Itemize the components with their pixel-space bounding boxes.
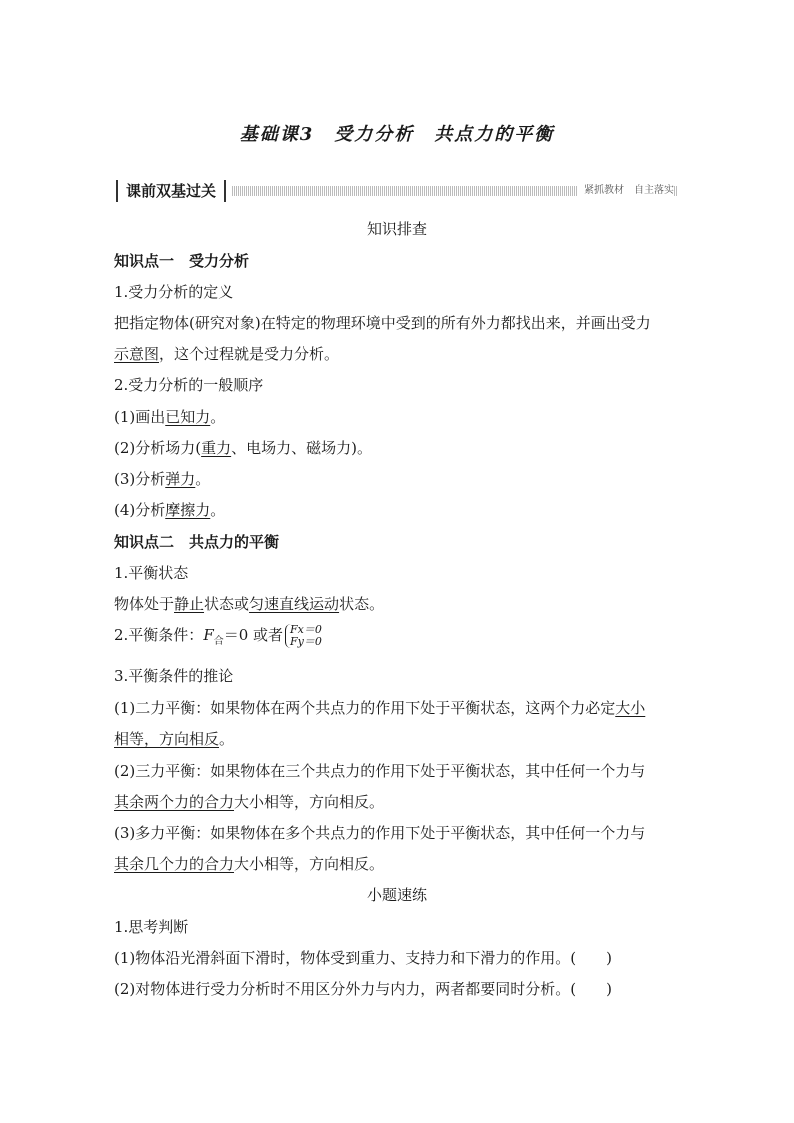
kp2-inference-2-line2: 其余两个力的合力大小相等，方向相反。: [114, 793, 385, 811]
practice-judge-1: (1)物体沿光滑斜面下滑时，物体受到重力、支持力和下滑力的作用。( ): [114, 949, 612, 967]
kp1-heading: 知识点一 受力分析: [114, 252, 250, 270]
kp2-state-title: 1.平衡状态: [114, 564, 189, 582]
kp1-def-title: 1.受力分析的定义: [114, 283, 234, 301]
blank-answer: 相等，方向相反: [114, 730, 220, 748]
kp2-inference-1-line2: 相等，方向相反。: [114, 730, 235, 748]
blank-answer: 匀速直线运动: [249, 595, 340, 613]
blank-answer: 其余两个力的合力: [114, 793, 235, 811]
blank-answer: 示意图: [114, 345, 160, 363]
section-bar-subtitle: 紧抓教材 自主落实: [578, 180, 674, 202]
kp2-inference-2-line1: (2)三力平衡：如果物体在三个共点力的作用下处于平衡状态，其中任何一个力与: [114, 762, 646, 780]
kp1-order-1: (1)画出已知力。: [114, 408, 226, 426]
kp1-order-4: (4)分析摩擦力。: [114, 501, 226, 519]
kp1-order-3: (3)分析弹力。: [114, 470, 211, 488]
knowledge-check-heading: 知识排查: [366, 220, 427, 238]
kp1-order-2: (2)分析场力(重力、电场力、磁场力)。: [114, 439, 372, 457]
practice-heading: 小题速练: [366, 886, 427, 904]
kp1-order-title: 2.受力分析的一般顺序: [114, 376, 264, 394]
section-bar-title: 课前双基过关: [116, 180, 226, 202]
blank-answer: 重力: [201, 439, 232, 457]
kp1-def-line1: 把指定物体(研究对象)在特定的物理环境中受到的所有外力都找出来，并画出受力: [114, 314, 651, 332]
kp2-inference-3-line1: (3)多力平衡：如果物体在多个共点力的作用下处于平衡状态，其中任何一个力与: [114, 824, 646, 842]
blank-answer: 弹力: [165, 470, 196, 488]
section-bar: [116, 180, 678, 202]
equation-cases: Fx＝0 Fy＝0: [285, 624, 322, 648]
blank-answer: 大小: [615, 699, 646, 717]
blank-answer: 摩擦力: [165, 501, 211, 519]
kp2-state-text: 物体处于静止状态或匀速直线运动状态。: [114, 595, 385, 613]
blank-answer: 已知力: [165, 408, 211, 426]
kp2-condition: 2.平衡条件：$F_合=0$ 或者 Fx＝0 Fy＝0: [114, 623, 322, 648]
kp2-inference-title: 3.平衡条件的推论: [114, 667, 234, 685]
kp1-def-line2: 示意图，这个过程就是受力分析。: [114, 345, 340, 363]
kp2-inference-3-line2: 其余几个力的合力大小相等，方向相反。: [114, 855, 385, 873]
kp2-heading: 知识点二 共点力的平衡: [114, 533, 280, 551]
page-title: 基础课3 受力分析 共点力的平衡: [239, 124, 555, 145]
blank-answer: 静止: [174, 595, 205, 613]
practice-judge-2: (2)对物体进行受力分析时不用区分外力与内力，两者都要同时分析。( ): [114, 980, 612, 998]
practice-judge-title: 1.思考判断: [114, 918, 189, 936]
blank-answer: 其余几个力的合力: [114, 855, 235, 873]
kp2-inference-1-line1: (1)二力平衡：如果物体在两个共点力的作用下处于平衡状态，这两个力必定大小: [114, 699, 646, 717]
